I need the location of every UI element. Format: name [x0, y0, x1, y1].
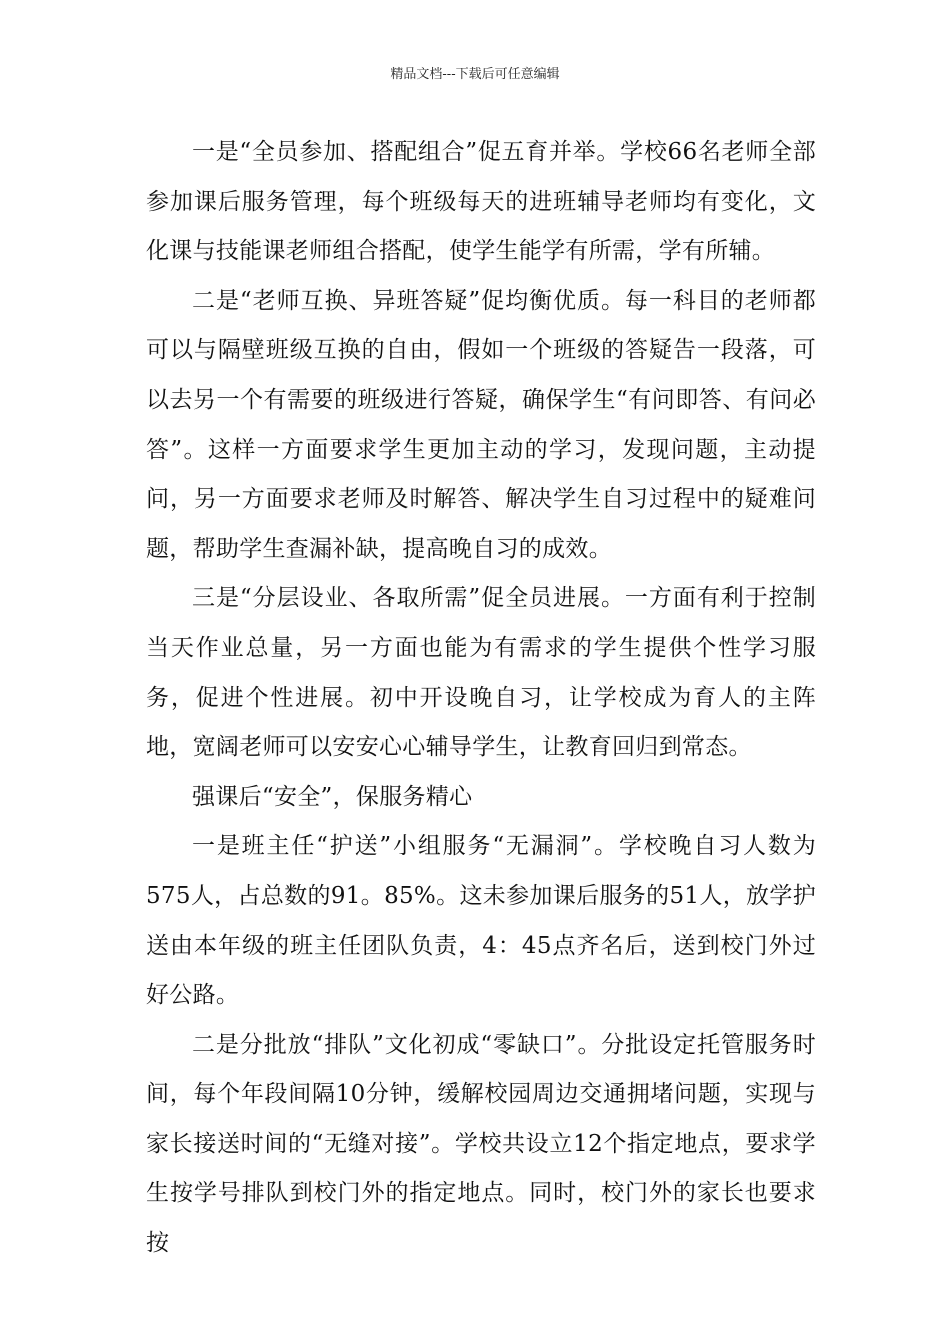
page-header: 精品文档---下载后可任意编辑: [390, 67, 560, 82]
section-heading: 强课后“安全”，保服务精心: [192, 783, 473, 810]
paragraph-5: 二是分批放“排队”文化初成“零缺口”。分批设定托管服务时间，每个年段间隔10分钟，缓解校园周边交通拥堵问题，实现与家长接送时间的“无缝对接”。学校共设立12个指定地点，要求学生按学号排队到校门外的指定地点。同时，校门外的家长也要求按: [146, 1031, 816, 1257]
paragraph-4: 一是班主任“护送”小组服务“无漏洞”。学校晚自习人数为575人，占总数的91。85%。这未参加课后服务的51人，放学护送由本年级的班主任团队负责，4：45点齐名后，送到校门外过好公路。: [146, 833, 816, 1009]
paragraph-2: 二是“老师互换、异班答疑”促均衡优质。每一科目的老师都可以与隔壁班级互换的自由，假如一个班级的答疑告一段落，可以去另一个有需要的班级进行答疑，确保学生“有问即答、有问必答”。这样一方面要求学生更加主动的学习，发现问题，主动提问，另一方面要求老师及时解答、解决学生自习过程中的疑难问题，帮助学生查漏补缺，提高晚自习的成效。: [146, 287, 816, 562]
paragraph-3: 三是“分层设业、各取所需”促全员进展。一方面有利于控制当天作业总量，另一方面也能为有需求的学生提供个性学习服务，促进个性进展。初中开设晚自习，让学校成为育人的主阵地，宽阔老师可以安安心心辅导学生，让教育回归到常态。: [146, 585, 816, 761]
document-body: [146, 128, 816, 1269]
paragraph-1: 一是“全员参加、搭配组合”促五育并举。学校66名老师全部参加课后服务管理，每个班级每天的进班辅导老师均有变化，文化课与技能课老师组合搭配，使学生能学有所需，学有所辅。: [146, 139, 816, 265]
